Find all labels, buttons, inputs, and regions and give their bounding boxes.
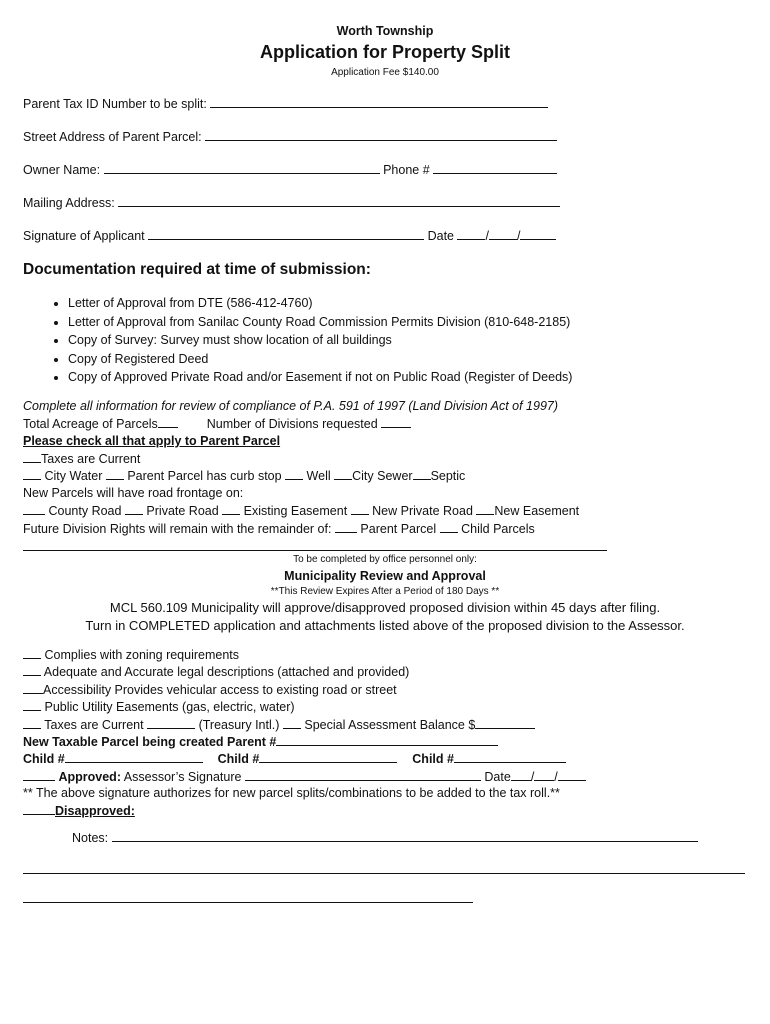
owner-name-field[interactable] (104, 162, 380, 174)
parent-parcel-label: Parent Parcel (360, 522, 437, 536)
notes-field-line-3[interactable] (23, 902, 473, 903)
county-road-check[interactable] (23, 503, 45, 515)
utilities-row (23, 468, 465, 483)
access-label: Accessibility Provides vehicular access to existing road or street (43, 683, 397, 697)
review-heading: Municipality Review and Approval (284, 569, 486, 583)
street-address-label: Street Address of Parent Parcel: (23, 130, 202, 144)
approved-date-label: Date (484, 770, 511, 784)
treasury-label: (Treasury Intl.) (198, 718, 280, 732)
date-label: Date (427, 229, 454, 243)
date-year-field[interactable] (520, 228, 556, 240)
disapproved-label: Disapproved: (55, 804, 135, 818)
approved-label: Approved: (58, 770, 121, 784)
documentation-item: • Copy of Registered Deed (68, 350, 572, 369)
city-sewer-label: City Sewer (352, 469, 413, 483)
utility-label: Public Utility Easements (gas, electric, water) (44, 700, 295, 714)
parent-tax-id-row (23, 96, 548, 111)
zoning-row (23, 647, 239, 662)
date-separator: / (554, 770, 558, 784)
date-month-field[interactable] (457, 228, 485, 240)
date-separator: / (516, 229, 521, 243)
authorization-note: ** The above signature authorizes for new parcel splits/combinations to be added to the tax roll.** (23, 786, 560, 800)
assessor-signature-field[interactable] (245, 769, 481, 781)
mailing-address-field[interactable] (118, 195, 560, 207)
divisions-field[interactable] (381, 416, 411, 428)
compliance-intro: Complete all information for review of compliance of P.A. 591 of 1997 (Land Division Act of 1997) (23, 399, 559, 413)
frontage-row (23, 503, 579, 518)
phone-label: Phone # (383, 163, 430, 177)
utility-row (23, 699, 295, 714)
date-separator: / (485, 229, 489, 243)
date-day-field[interactable] (489, 228, 517, 240)
acreage-field[interactable] (158, 416, 178, 428)
signature-row (23, 228, 556, 243)
existing-easement-label: Existing Easement (243, 504, 348, 518)
septic-label: Septic (430, 469, 466, 483)
office-note: To be completed by office personnel only: (293, 554, 477, 565)
legal-row (23, 664, 409, 679)
taxes-current-row (23, 451, 140, 466)
approved-date-day[interactable] (534, 769, 554, 781)
new-taxable-label: New Taxable Parcel being created (23, 735, 224, 749)
check-heading: Please check all that apply to Parent Parcel (23, 434, 281, 448)
documentation-item: • Copy of Survey: Survey must show location of all buildings (68, 331, 572, 350)
owner-name-label: Owner Name: (23, 163, 101, 177)
new-private-road-label: New Private Road (372, 504, 473, 518)
approved-row (23, 769, 586, 784)
approved-date-month[interactable] (511, 769, 531, 781)
future-rights-row (23, 521, 535, 536)
new-taxable-row (23, 734, 498, 749)
child-parcels-check[interactable] (440, 521, 458, 533)
new-easement-label: New Easement (494, 504, 580, 518)
city-sewer-check[interactable] (334, 468, 352, 480)
access-row (23, 682, 397, 697)
assessor-signature-label: Assessor’s Signature (123, 770, 242, 784)
legal-label: Adequate and Accurate legal descriptions (attached and provided) (43, 665, 410, 679)
legal-check[interactable] (23, 664, 41, 676)
disapproved-row (23, 803, 135, 818)
street-address-field[interactable] (205, 129, 557, 141)
city-water-label: City Water (44, 469, 103, 483)
mailing-address-label: Mailing Address: (23, 196, 115, 210)
date-separator: / (530, 770, 535, 784)
well-label: Well (306, 469, 331, 483)
access-check[interactable] (23, 682, 43, 694)
zoning-label: Complies with zoning requirements (44, 648, 240, 662)
existing-easement-check[interactable] (222, 503, 240, 515)
private-road-label: Private Road (146, 504, 219, 518)
disapproved-check[interactable] (23, 803, 55, 815)
septic-check[interactable] (413, 468, 431, 480)
township-name: Worth Township (336, 24, 434, 38)
notes-row (72, 830, 698, 845)
application-fee: Application Fee $140.00 (331, 67, 439, 78)
zoning-check[interactable] (23, 647, 41, 659)
taxes-current-label: Taxes are Current (41, 452, 141, 466)
new-private-road-check[interactable] (351, 503, 369, 515)
child-number-field-1[interactable] (65, 751, 203, 763)
page-title: Application for Property Split (259, 42, 510, 62)
curb-stop-label: Parent Parcel has curb stop (127, 469, 282, 483)
parent-tax-id-field[interactable] (210, 96, 548, 108)
private-road-check[interactable] (125, 503, 143, 515)
review-expires: **This Review Expires After a Period of 180 Days ** (270, 586, 500, 597)
well-check[interactable] (285, 468, 303, 480)
documentation-item: • Letter of Approval from Sanilac County Road Commission Permits Division (810-648-2185) (68, 313, 572, 332)
new-easement-check[interactable] (476, 503, 494, 515)
county-road-label: County Road (48, 504, 122, 518)
future-rights-label: Future Division Rights will remain with the remainder of: (23, 522, 332, 536)
signature-label: Signature of Applicant (23, 229, 145, 243)
signature-field[interactable] (148, 228, 424, 240)
street-address-row (23, 129, 557, 144)
parent-number-label: Parent # (227, 735, 277, 749)
mailing-address-row (23, 195, 560, 210)
child-number-label: Child # (23, 752, 65, 766)
parent-tax-id-label: Parent Tax ID Number to be split: (23, 97, 207, 111)
taxes-field[interactable] (147, 717, 195, 729)
taxes-label: Taxes are Current (44, 718, 144, 732)
approved-date-year[interactable] (558, 769, 586, 781)
child-parcels-label: Child Parcels (461, 522, 535, 536)
frontage-label: New Parcels will have road frontage on: (23, 486, 244, 500)
parent-parcel-check[interactable] (335, 521, 357, 533)
documentation-item: • Letter of Approval from DTE (586-412-4760) (68, 294, 572, 313)
special-label: Special Assessment Balance $ (304, 718, 476, 732)
child-number-field-3[interactable] (454, 751, 566, 763)
owner-name-row (23, 162, 557, 177)
section-divider (23, 550, 607, 551)
notes-field-line-1[interactable] (112, 830, 698, 842)
parent-number-field[interactable] (276, 734, 498, 746)
city-water-check[interactable] (23, 468, 41, 480)
documentation-item: • Copy of Approved Private Road and/or Easement if not on Public Road (Register of Deeds) (68, 368, 572, 387)
child-number-field-2[interactable] (259, 751, 397, 763)
documentation-heading: Documentation required at time of submission: (23, 261, 371, 278)
child-row (23, 751, 566, 766)
special-check[interactable] (283, 717, 301, 729)
turn-in-statement: Turn in COMPLETED application and attachments listed above of the proposed division to the Assessor. (85, 618, 685, 633)
divisions-label: Number of Divisions requested (206, 417, 378, 431)
notes-label: Notes: (72, 831, 109, 845)
notes-field-line-2[interactable] (23, 873, 745, 874)
curb-stop-check[interactable] (106, 468, 124, 480)
phone-field[interactable] (433, 162, 557, 174)
documentation-list (46, 294, 572, 387)
acreage-label: Total Acreage of Parcels (23, 417, 158, 431)
taxes-row (23, 717, 535, 732)
special-balance-field[interactable] (475, 717, 535, 729)
child-number-label: Child # (412, 752, 454, 766)
approved-check[interactable] (23, 769, 55, 781)
taxes-check[interactable] (23, 717, 41, 729)
mcl-statement: MCL 560.109 Municipality will approve/disapproved proposed division within 45 days after filing. (109, 600, 661, 615)
taxes-current-check[interactable] (23, 451, 41, 463)
acreage-row (23, 416, 411, 431)
child-number-label: Child # (217, 752, 260, 766)
utility-check[interactable] (23, 699, 41, 711)
